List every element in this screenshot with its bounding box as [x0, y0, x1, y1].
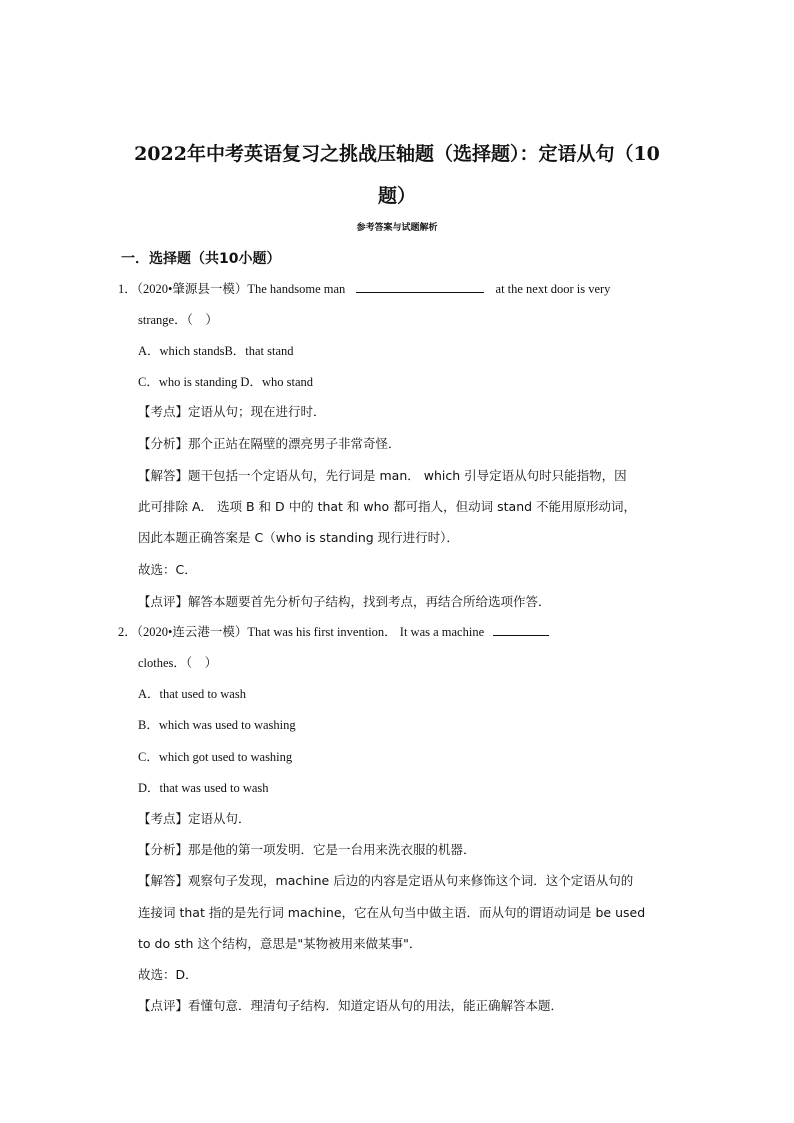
q2-stem-line-2: clothes．（ ）	[138, 656, 218, 670]
kaodian-text: 定语从句；现在进行时．	[188, 404, 326, 419]
q1-kaodian	[138, 403, 326, 421]
dianping-tag: 【点评】	[138, 998, 189, 1013]
dianping-text: 看懂句意．理清句子结构．知道定语从句的用法，能正确解答本题．	[188, 998, 564, 1013]
q2-option-c: C．which got used to washing	[138, 750, 293, 764]
q1-stem-line-2: strange．（ ）	[138, 313, 218, 327]
q2-stem-start: 2．（2020•连云港一模）That was his first invention． It was a machine	[118, 625, 485, 639]
dianping-text: 解答本题要首先分析句子结构，找到考点，再结合所给选项作答．	[188, 594, 551, 609]
q1-stem-start: 1．（2020•肇源县一模）The handsome man	[118, 282, 346, 296]
q2-stem-line-1	[118, 623, 549, 641]
jieda-tag: 【解答】	[138, 468, 189, 483]
q2-option-d: D．that was used to wash	[138, 781, 269, 795]
fenxi-tag: 【分析】	[138, 436, 189, 451]
section-header: 一．选择题（共10小题）	[121, 251, 281, 267]
title-line-2: 题）	[377, 185, 416, 207]
q1-jieda-line-2: 此可排除 A． 选项 B 和 D 中的 that 和 who 都可指人，但动词 stand 不能用原形动词，	[138, 499, 637, 514]
fenxi-text: 那是他的第一项发明．它是一台用来洗衣服的机器．	[188, 842, 476, 857]
q1-answer-blank	[356, 280, 484, 293]
q1-stem-end: at the next door is very	[495, 282, 611, 296]
q1-options-cd: C．who is standing D．who stand	[138, 375, 314, 389]
fenxi-tag: 【分析】	[138, 842, 189, 857]
q2-dianping	[138, 997, 563, 1015]
document-subtitle: 参考答案与试题解析	[356, 223, 438, 233]
q2-jieda-line-3: to do sth 这个结构，意思是"某物被用来做某事"．	[138, 936, 422, 951]
q1-options-ab: A．which standsB．that stand	[138, 344, 294, 358]
document-title	[100, 133, 694, 217]
q1-fenxi	[138, 435, 401, 453]
q2-jieda-line-2: 连接词 that 指的是先行词 machine，它在从句当中做主语．而从句的谓语动词是 be used	[138, 905, 646, 920]
q2-fenxi	[138, 841, 476, 859]
jieda-text-1: 观察句子发现，machine 后边的内容是定语从句来修饰这个词．这个定语从句的	[188, 873, 634, 888]
q2-answer: 故选：D．	[138, 967, 198, 982]
fenxi-text: 那个正站在隔壁的漂亮男子非常奇怪．	[188, 436, 401, 451]
q1-jieda-line-1	[138, 467, 627, 485]
title-line-1: 2022年中考英语复习之挑战压轴题（选择题）：定语从句（10	[134, 143, 660, 165]
q1-stem-line-1	[118, 280, 610, 298]
q2-answer-blank	[493, 623, 549, 636]
q1-answer: 故选：C．	[138, 562, 197, 577]
q2-jieda-line-1	[138, 872, 633, 890]
kaodian-tag: 【考点】	[138, 404, 189, 419]
q2-kaodian	[138, 810, 251, 828]
dianping-tag: 【点评】	[138, 594, 189, 609]
q2-option-a: A．that used to wash	[138, 687, 246, 701]
jieda-text-1: 题干包括一个定语从句，先行词是 man． which 引导定语从句时只能指物，因	[188, 468, 627, 483]
kaodian-text: 定语从句．	[188, 811, 251, 826]
kaodian-tag: 【考点】	[138, 811, 189, 826]
q2-option-b: B．which was used to washing	[138, 718, 296, 732]
q1-jieda-line-3: 因此本题正确答案是 C（who is standing 现行进行时）．	[138, 530, 459, 545]
q1-dianping	[138, 593, 551, 611]
jieda-tag: 【解答】	[138, 873, 189, 888]
